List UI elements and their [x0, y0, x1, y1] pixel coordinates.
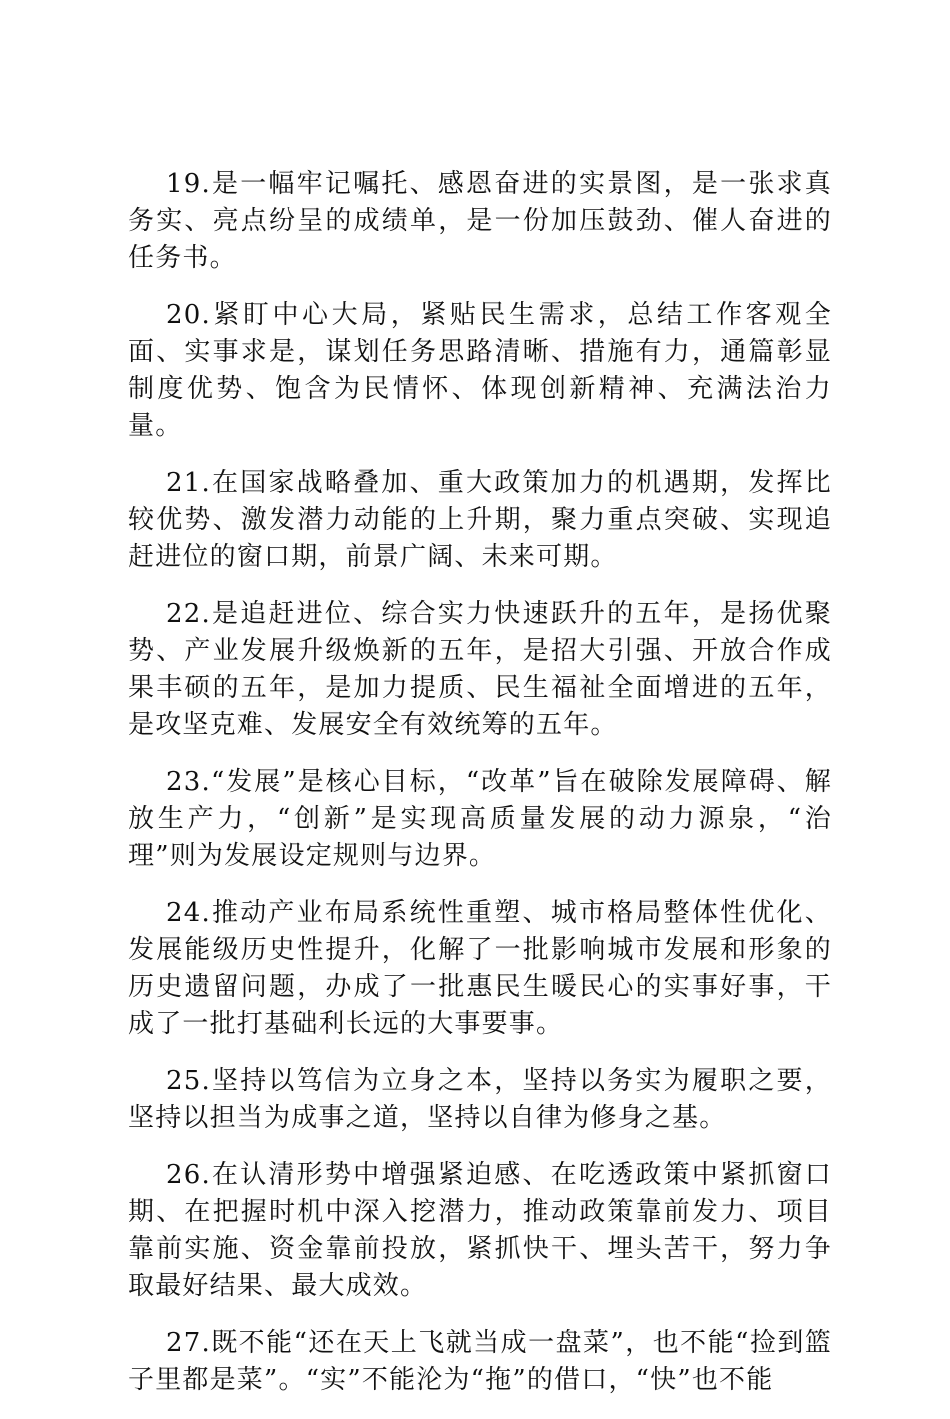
paragraph-24: 24.推动产业布局系统性重塑、城市格局整体性优化、发展能级历史性提升，化解了一批影响城市发展和形象的历史遗留问题，办成了一批惠民生暖民心的实事好事，干成了一批打基础利长远的大事要事。	[128, 898, 832, 1039]
paragraph-27: 27.既不能“还在天上飞就当成一盘菜”，也不能“捡到篮子里都是菜”。“实”不能沦为“拖”的借口，“快”也不能	[128, 1328, 832, 1395]
paragraph-23: 23.“发展”是核心目标，“改革”旨在破除发展障碍、解放生产力，“创新”是实现高质量发展的动力源泉，“治理”则为发展设定规则与边界。	[128, 767, 832, 871]
paragraph-19: 19.是一幅牢记嘱托、感恩奋进的实景图，是一张求真务实、亮点纷呈的成绩单，是一份加压鼓劲、催人奋进的任务书。	[128, 169, 832, 273]
paragraph-21: 21.在国家战略叠加、重大政策加力的机遇期，发挥比较优势、激发潜力动能的上升期，聚力重点突破、实现追赶进位的窗口期，前景广阔、未来可期。	[128, 468, 832, 572]
paragraph-20: 20.紧盯中心大局，紧贴民生需求，总结工作客观全面、实事求是，谋划任务思路清晰、措施有力，通篇彰显制度优势、饱含为民情怀、体现创新精神、充满法治力量。	[128, 300, 832, 441]
paragraph-25: 25.坚持以笃信为立身之本，坚持以务实为履职之要，坚持以担当为成事之道，坚持以自律为修身之基。	[128, 1066, 832, 1133]
document-body	[128, 166, 832, 1419]
paragraph-22: 22.是追赶进位、综合实力快速跃升的五年，是扬优聚势、产业发展升级焕新的五年，是招大引强、开放合作成果丰硕的五年，是加力提质、民生福祉全面增进的五年，是攻坚克难、发展安全有效统筹的五年。	[128, 599, 832, 740]
paragraph-26: 26.在认清形势中增强紧迫感、在吃透政策中紧抓窗口期、在把握时机中深入挖潜力，推动政策靠前发力、项目靠前实施、资金靠前投放，紧抓快干、埋头苦干，努力争取最好结果、最大成效。	[128, 1160, 832, 1301]
